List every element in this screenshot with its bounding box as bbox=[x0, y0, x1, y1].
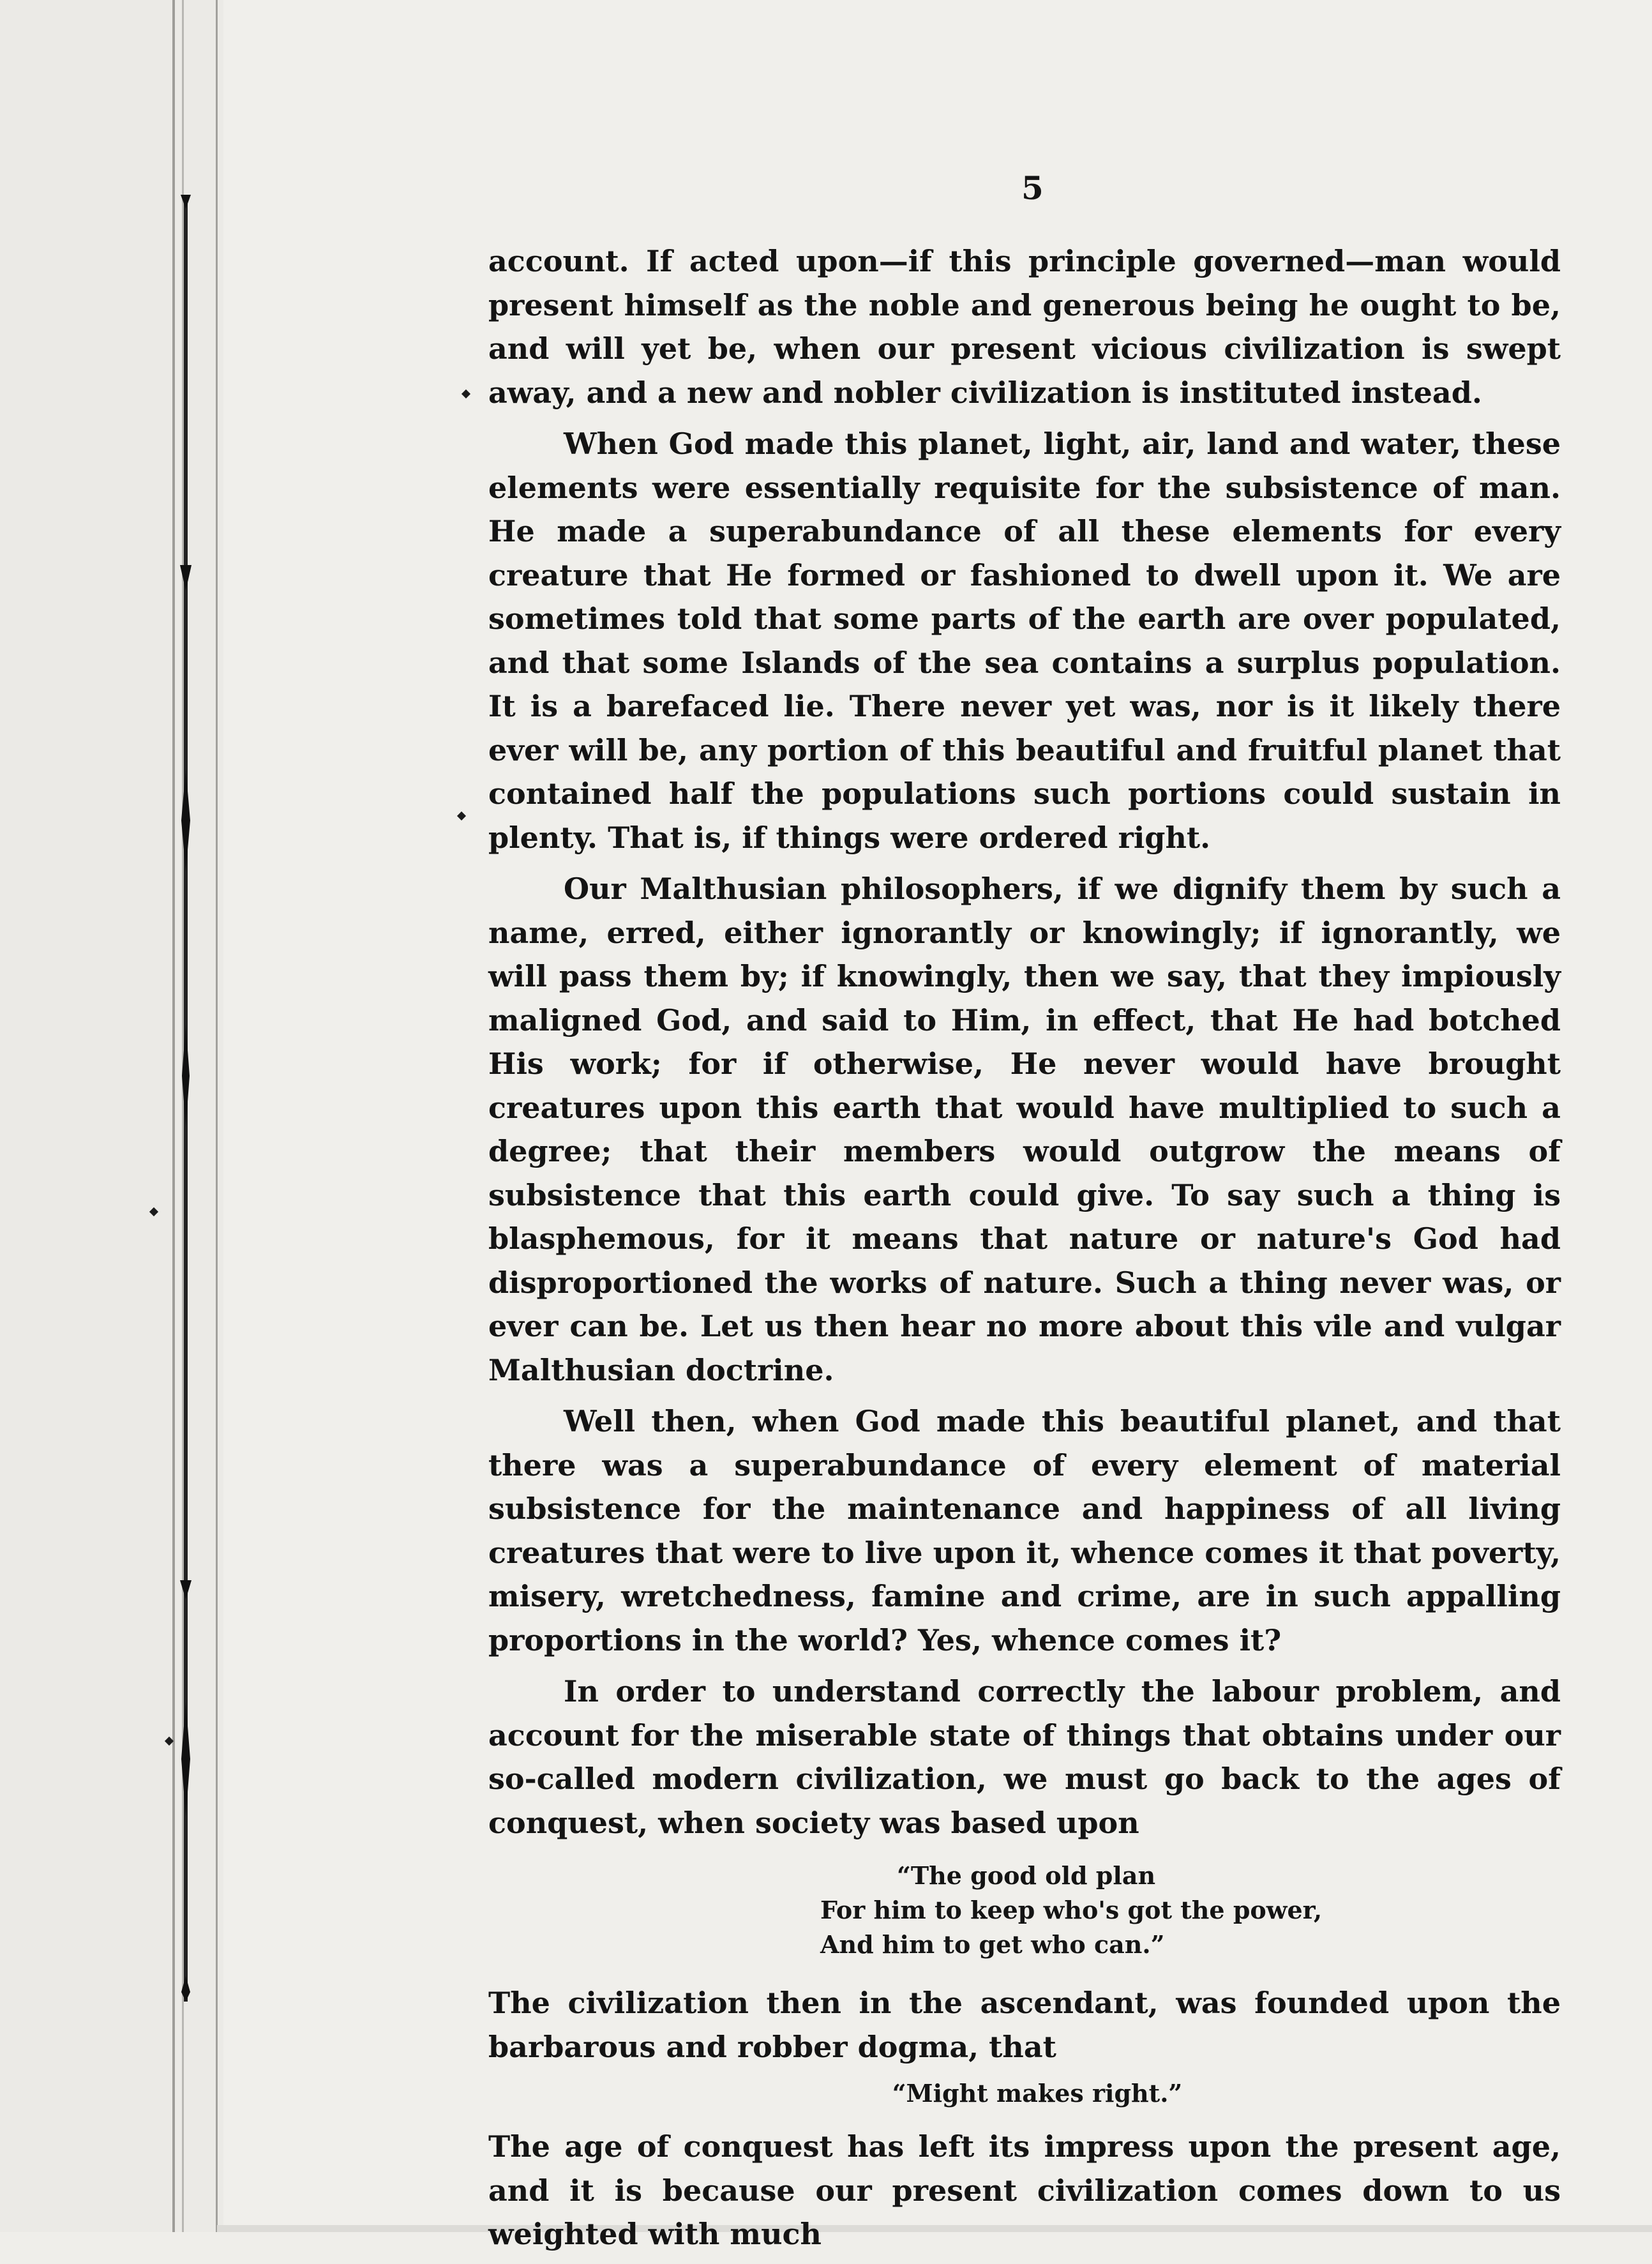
body-text bbox=[488, 239, 1561, 2264]
page-number: 5 bbox=[1021, 169, 1044, 207]
paragraph: account. If acted upon—if this principle governed—man would present himself as the noble and generous being he ought to be, and will yet be, when our present vicious civilization is swept away, and a new and nobler civilization is instituted instead. bbox=[488, 244, 1561, 410]
paragraph: The civilization then in the ascendant, was founded upon the barbarous and robber dogma, that bbox=[488, 1986, 1561, 2064]
paragraph: When God made this planet, light, air, land and water, these elements were essentially requisite for the subsistence of man. He made a superabundance of all these elements for every creature that He formed or fashioned to dwell upon it. We are sometimes told that some parts of the earth are over populated, and that some Islands of the sea contains a surplus population. It is a barefaced lie. There never yet was, nor is it likely there ever will be, any portion of this beautiful and fruitful planet that contained half the populations such portions could sustain in plenty. That is, if things were ordered right. bbox=[488, 426, 1561, 855]
paragraph: Our Malthusian philosophers, if we dignify them by such a name, erred, either ignorantly or knowingly; if ignorantly, we will pass them by; if knowingly, then we say, that they impiously maligned God, and said to Him, in effect, that He had botched His work; for if otherwise, He never would have brought creatures upon this earth that would have multiplied to such a degree; that their members would outgrow the means of subsistence that this earth could give. To say such a thing is blasphemous, for it means that nature or nature's God had disproportioned the works of nature. Such a thing never was, or ever can be. Let us then hear no more about this vile and vulgar Malthusian doctrine. bbox=[488, 872, 1561, 1387]
paragraph: Well then, when God made this beautiful planet, and that there was a superabundance of every element of material subsistence for the maintenance and happiness of all living creatures that were to live upon it, whence comes it that poverty, misery, wretchedness, famine and crime, are in such appalling proportions in the world? Yes, whence comes it? bbox=[488, 1404, 1561, 1657]
motto-quote: “Might makes right.” bbox=[892, 2079, 1183, 2108]
page-edge-line bbox=[216, 0, 218, 2232]
gutter-fold-line bbox=[172, 0, 175, 2232]
binding-thread bbox=[180, 195, 191, 2002]
margin-mark bbox=[462, 389, 470, 398]
verse-line: And him to get who can.” bbox=[820, 1930, 1165, 1959]
verse-quote bbox=[488, 1859, 1561, 1962]
margin-mark bbox=[457, 811, 466, 820]
paragraph: The age of conquest has left its impress upon the present age, and it is because our present civilization comes down to us weighted with much bbox=[488, 2129, 1561, 2251]
verse-line: “The good old plan bbox=[897, 1861, 1156, 1890]
paragraph: In order to understand correctly the labour problem, and account for the miserable state of things that obtains under our so-called modern civilization, we must go back to the ages of conquest, when society was based upon bbox=[488, 1674, 1561, 1840]
verse-line: For him to keep who's got the power, bbox=[820, 1896, 1323, 1924]
